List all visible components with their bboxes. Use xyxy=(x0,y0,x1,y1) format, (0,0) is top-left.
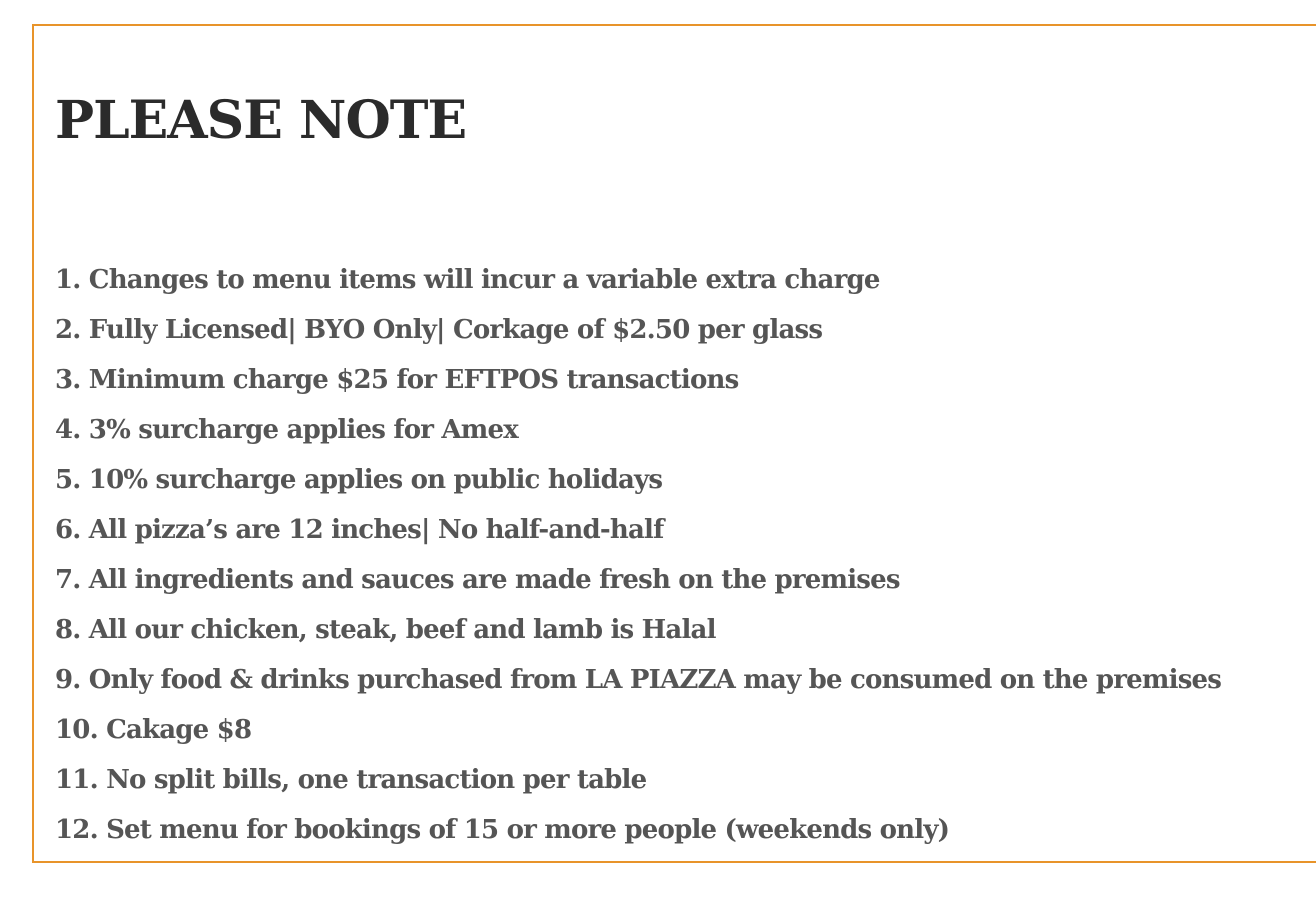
notice-item-1: 1. Changes to menu items will incur a variable extra charge xyxy=(55,265,880,295)
notice-item-2: 2. Fully Licensed| BYO Only| Corkage of $2.50 per glass xyxy=(55,315,823,345)
notice-item-11: 11. No split bills, one transaction per table xyxy=(55,765,647,795)
notice-item-9: 9. Only food & drinks purchased from LA PIAZZA may be consumed on the premises xyxy=(55,665,1222,695)
notice-item-10: 10. Cakage $8 xyxy=(55,715,252,745)
notice-item-6: 6. All pizza’s are 12 inches| No half-and-half xyxy=(55,515,664,545)
notice-title: PLEASE NOTE xyxy=(55,90,467,151)
notice-list xyxy=(55,255,1221,855)
notice-item-8: 8. All our chicken, steak, beef and lamb is Halal xyxy=(55,615,716,645)
notice-item-5: 5. 10% surcharge applies on public holidays xyxy=(55,465,663,495)
notice-item-7: 7. All ingredients and sauces are made fresh on the premises xyxy=(55,565,900,595)
notice-box xyxy=(32,24,1316,863)
notice-item-4: 4. 3% surcharge applies for Amex xyxy=(55,415,518,445)
notice-item-3: 3. Minimum charge $25 for EFTPOS transactions xyxy=(55,365,739,395)
notice-item-12: 12. Set menu for bookings of 15 or more people (weekends only) xyxy=(55,815,950,845)
